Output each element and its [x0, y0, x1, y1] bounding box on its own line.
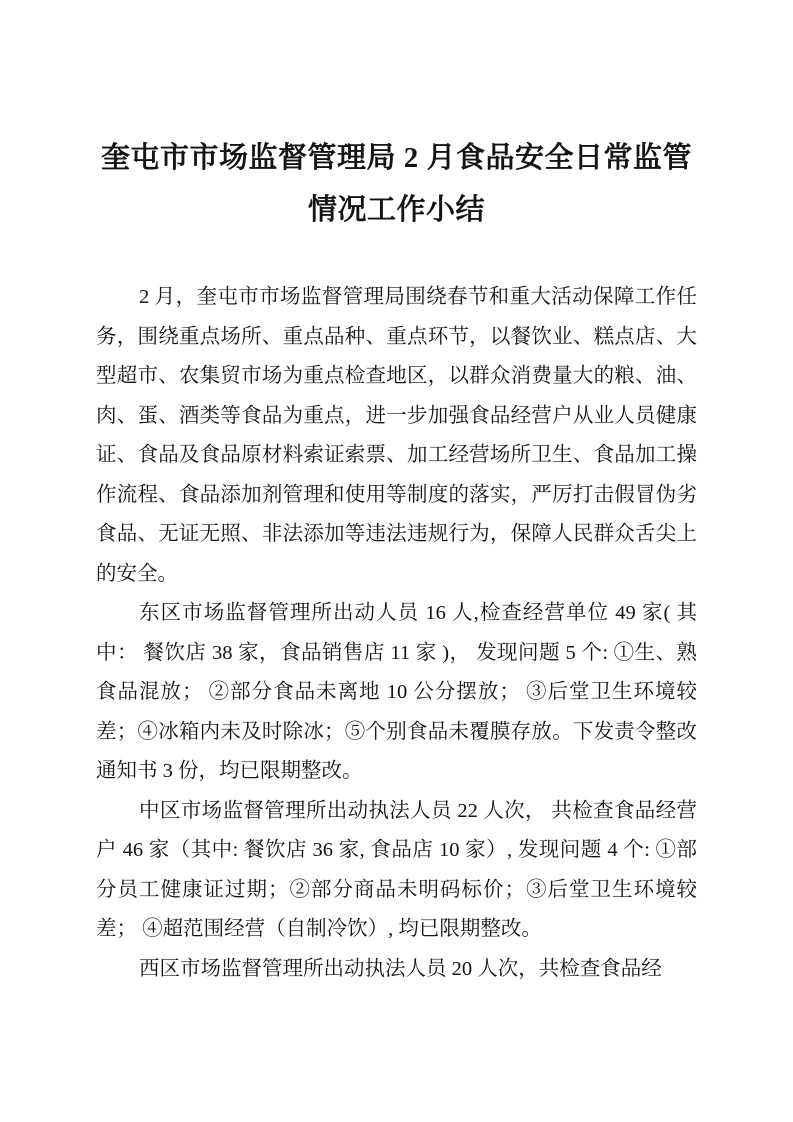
paragraph-intro: 2 月，奎屯市市场监督管理局围绕春节和重大活动保障工作任务，围绕重点场所、重点品种、重点环节，以餐饮业、糕点店、大型超市、农集贸市场为重点检查地区，以群众消费量大的粮、油、肉、蛋、酒类等食品为重点，进一步加强食品经营户从业人员健康证、食品及食品原材料索证索票、加工经营场所卫生、食品加工操作流程、食品添加剂管理和使用等制度的落实，严厉打击假冒伪劣食品、无证无照、非法添加等违法违规行为，保障人民群众舌尖上的安全。 [96, 286, 697, 585]
document-body [96, 278, 697, 989]
paragraph-east-district: 东区市场监督管理所出动人员 16 人,检查经营单位 49 家( 其中： 餐饮店 38 家，食品销售店 11 家 )， 发现问题 5 个: ①生、熟食品混放； ②部分食品未离地 10 公分摆放； ③后堂卫生环境较差；④冰箱内未及时除冰；⑤个别食品未覆膜存放。下发责令整改通知书 3 份，均已限期整改。 [96, 602, 697, 782]
paragraph-central-district: 中区市场监督管理所出动执法人员 22 人次， 共检查食品经营户 46 家（其中: 餐饮店 36 家, 食品店 10 家）, 发现问题 4 个: ①部分员工健康证过期；②部分商品未明码标价；③后堂卫生环境较差； ④超范围经营（自制冷饮）, 均已限期整改。 [96, 799, 697, 940]
paragraph-west-district: 西区市场监督管理所出动执法人员 20 人次，共检查食品经 [139, 957, 662, 980]
document-title: 奎屯市市场监督管理局 2 月食品安全日常监管情况工作小结 [100, 142, 692, 226]
